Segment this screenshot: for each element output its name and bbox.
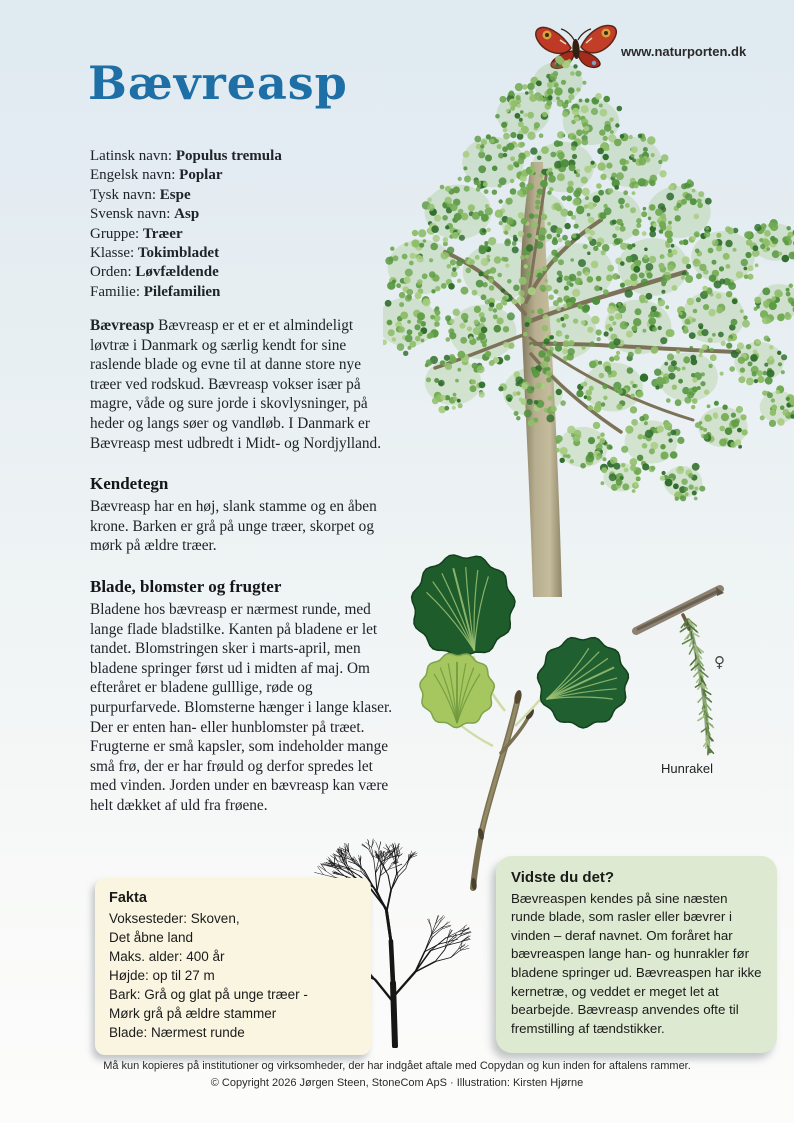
- female-symbol: ♀: [714, 653, 725, 671]
- did-you-know-text: Bævreaspen kendes på sine næsten runde blade, som rasler eller bævrer i vinden – deraf navnet. Om foråret har bævreaspen lange han- og hunrakler før bladene springer ud. Bævreaspen har ikke kernetræ, og veddet er meget let at bearbejde. Bævreasp anvendes ofte til fremstilling af tændstikker.: [511, 890, 762, 1036]
- fakta-box: [95, 878, 371, 1055]
- section-heading-kendetegn: Kendetegn: [90, 474, 169, 494]
- fakta-line: Det åbne land: [109, 930, 194, 945]
- main-text-column: [90, 316, 395, 836]
- page-title: Bævreasp: [88, 56, 348, 110]
- section-text-blade: Bladene hos bævreasp er nærmest runde, med lange flade bladstilke. Kanten på bladene er let tandet. Blomstringen sker i marts-april, men bladene springer først ud i midten af maj. Om efteråret er bladene gulllige, røde og purpurfarvede. Blomsterne hænger i lange klaser. Der er enten han- eller hunblomster på træet. Frugterne er små kapsler, som indeholder mange små frø, der er har frøuld og derfor spredes let med vinden. Jorden under en bævreasp kan være helt dækket af uld fra frøene.: [90, 600, 393, 814]
- section-heading-blade: Blade, blomster og frugter: [90, 576, 282, 596]
- name-row: Tysk navn: Espe: [90, 186, 191, 203]
- intro-paragraph: [90, 316, 395, 453]
- fakta-line: Maks. alder: 400 år: [109, 949, 225, 964]
- footer-copyright-line: © Copyright 2026 Jørgen Steen, StoneCom ApS · Illustration: Kirsten Hjørne: [210, 1077, 584, 1089]
- footer-license-line: Må kun kopieres på institutioner og virksomheder, der har indgået aftale med Copydan og kun inden for aftalens rammer.: [103, 1060, 691, 1072]
- catkin-caption: Hunrakel: [661, 761, 714, 776]
- intro-lead: Bævreasp: [90, 317, 155, 334]
- section-text-kendetegn: Bævreasp har en høj, slank stamme og en åben krone. Barken er grå på unge træer, skorpet og mørk på ældre træer.: [90, 498, 377, 555]
- fakta-line: Voksesteder: Skoven,: [109, 911, 240, 926]
- did-you-know-heading: Vidste du det?: [511, 869, 615, 886]
- species-names-list: [90, 147, 282, 302]
- name-row: Familie: Pilefamilien: [90, 283, 221, 300]
- did-you-know-box: [496, 856, 777, 1053]
- fakta-heading: Fakta: [109, 890, 147, 906]
- name-row: Orden: Løvfældende: [90, 264, 219, 281]
- fakta-line: Blade: Nærmest runde: [109, 1025, 245, 1040]
- intro-text: Bævreasp er et er et almindeligt løvtræ i Danmark og særlig kendt for sine raslende blade og evne til at danne store nye træer ved rodskud. Bævreasp vokser især på magre, våde og sure jorde i skovlysninger, på heder og langs søer og vandløb. I Danmark er Bævreasp mest udbredt i Midt- og Nordjylland.: [90, 317, 382, 452]
- catkin-illustration: [628, 583, 778, 758]
- footer: [0, 1058, 794, 1092]
- website-url[interactable]: www.naturporten.dk: [621, 44, 747, 59]
- name-row: Svensk navn: Asp: [90, 206, 200, 223]
- aspen-tree-illustration: [383, 52, 794, 597]
- name-row: Latinsk navn: Populus tremula: [90, 148, 282, 164]
- fakta-line: Højde: op til 27 m: [109, 968, 215, 983]
- fakta-line: Bark: Grå og glat på unge træer -: [109, 987, 308, 1002]
- fakta-lines: [109, 909, 357, 1042]
- name-row: Klasse: Tokimbladet: [90, 245, 220, 262]
- fakta-line: Mørk grå på ældre stammer: [109, 1006, 277, 1021]
- name-row: Gruppe: Træer: [90, 225, 183, 242]
- name-row: Engelsk navn: Poplar: [90, 167, 223, 184]
